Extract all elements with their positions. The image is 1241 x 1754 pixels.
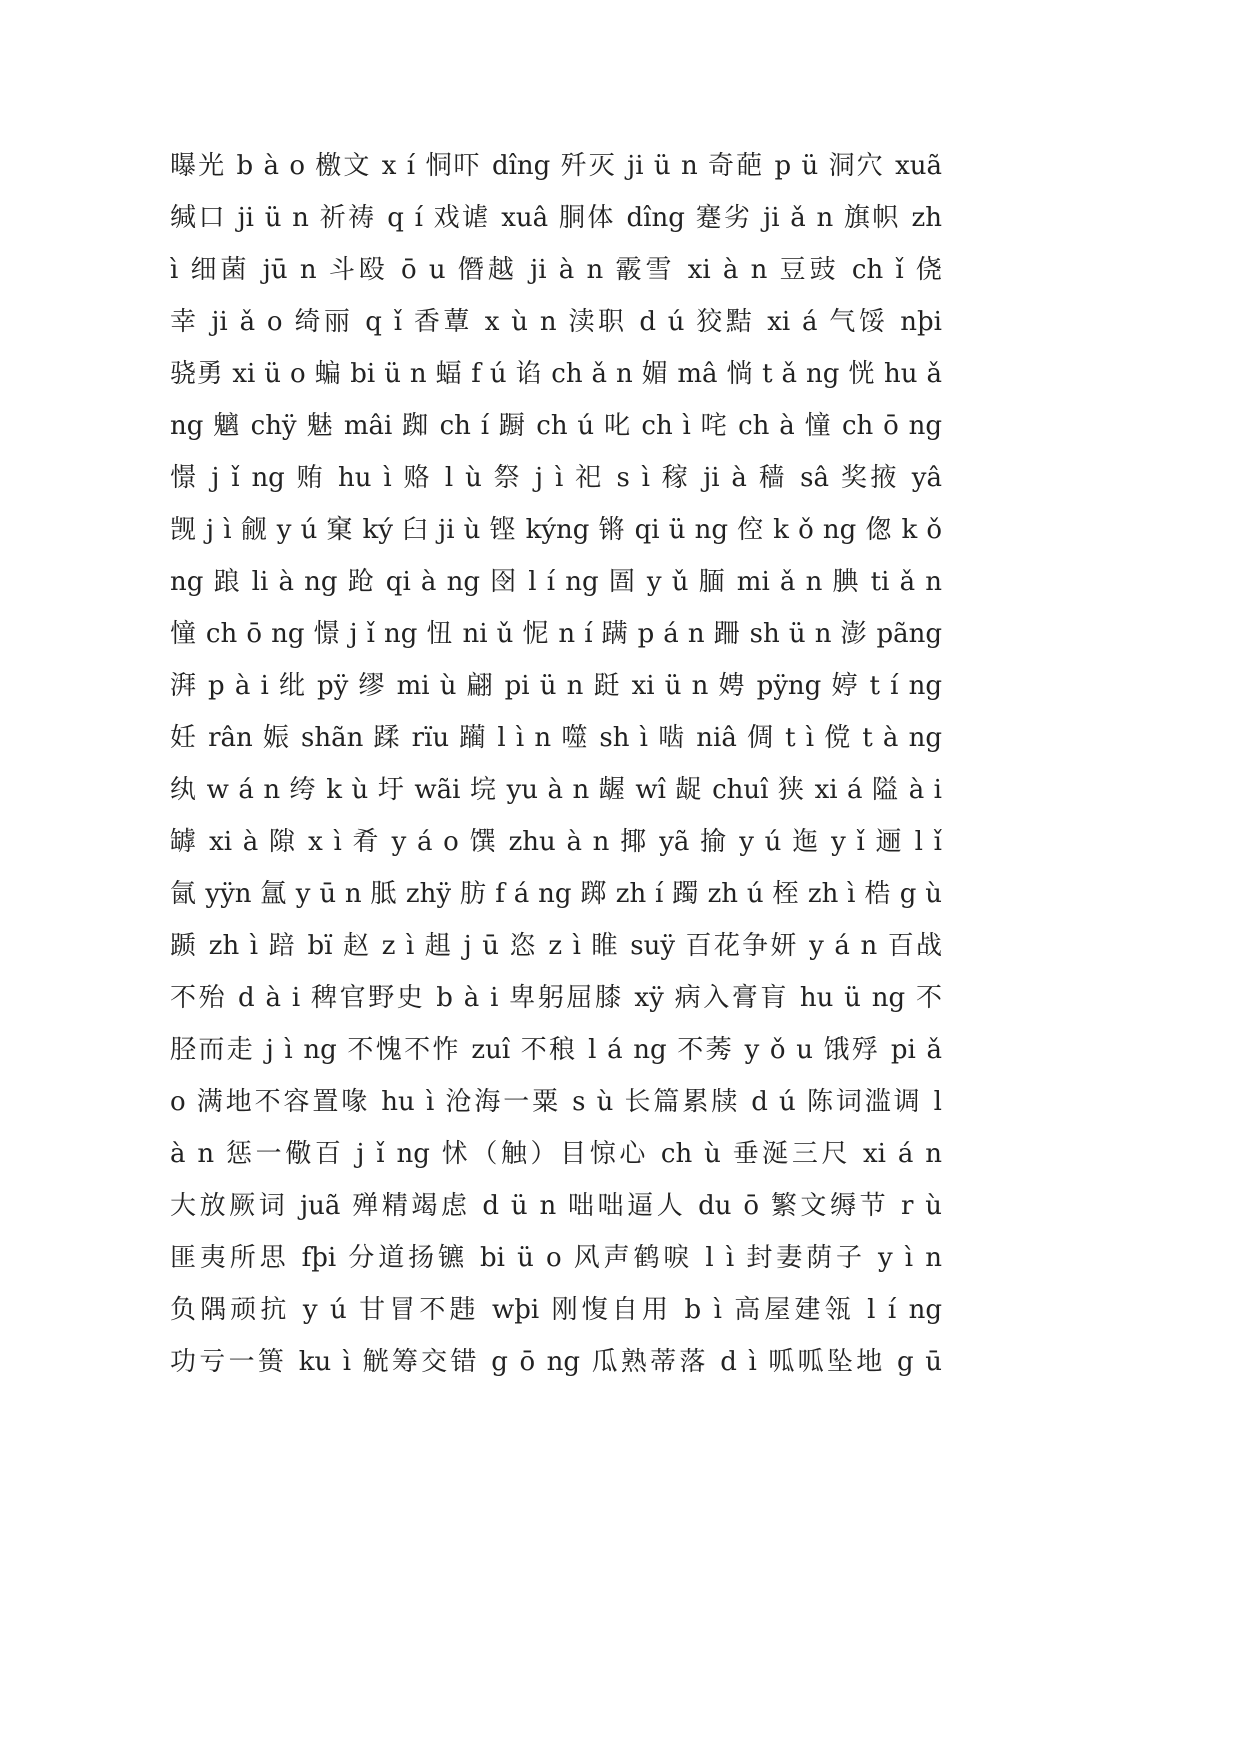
- pinyin-text-block: [170, 140, 942, 1388]
- text-line: 不殆 d à i 稗官野史 b à i 卑躬屈膝 xÿ 病入膏肓 hu ü ng 不: [170, 983, 942, 1013]
- text-line: ì 细菌 jū n 斗殴 ō u 僭越 ji à n 霰雪 xi à n 豆豉 ch ǐ 侥: [170, 255, 942, 285]
- text-line: 踬 zh ì 踣 bï 赵 z ì 趄 j ū 恣 z ì 睢 suÿ 百花争妍 y á n 百战: [170, 931, 942, 961]
- text-line: 氤 yÿn 氲 y ū n 胝 zhÿ 肪 f á ng 踯 zh í 躅 zh ú 桎 zh ì 梏 g ù: [170, 879, 942, 909]
- text-line: ng 魑 chÿ 魅 mâi 踟 ch í 蹰 ch ú 叱 ch ì 咤 ch à 憧 ch ō ng: [170, 411, 942, 441]
- text-line: 缄口 ji ü n 祈祷 q í 戏谑 xuâ 胴体 dîng 蹇劣 ji ǎ n 旗帜 zh: [170, 203, 942, 233]
- text-line: ng 踉 li à ng 跄 qi à ng 囹 l í ng 圄 y ǔ 腼 mi ǎ n 腆 ti ǎ n: [170, 567, 942, 597]
- text-line: 曝光 b à o 檄文 x í 恫吓 dîng 歼灭 ji ü n 奇葩 p ü 洞穴 xuã: [170, 151, 942, 181]
- text-line: 憬 j ǐ ng 贿 hu ì 赂 l ù 祭 j ì 祀 s ì 稼 ji à 穑 sâ 奖掖 yâ: [170, 463, 942, 493]
- text-line: 胫而走 j ì ng 不愧不怍 zuî 不稂 l á ng 不莠 y ǒ u 饿殍 pi ǎ: [170, 1035, 942, 1065]
- text-line: 骁勇 xi ü o 蝙 bi ü n 蝠 f ú 谄 ch ǎ n 媚 mâ 惝 t ǎ ng 恍 hu ǎ: [170, 359, 942, 389]
- text-line: 匪夷所思 fþi 分道扬镳 bi ü o 风声鹤唳 l ì 封妻荫子 y ì n: [170, 1243, 942, 1273]
- text-line: 功亏一篑 ku ì 觥筹交错 g ō ng 瓜熟蒂落 d ì 呱呱坠地 g ū: [170, 1347, 942, 1377]
- text-line: 纨 w á n 绔 k ù 圩 wãi 垸 yu à n 龌 wî 龊 chuî 狭 xi á 隘 à i: [170, 775, 942, 805]
- text-line: 罅 xi à 隙 x ì 肴 y á o 馔 zhu à n 揶 yã 揄 y ú 迤 y ǐ 逦 l ǐ: [170, 827, 942, 857]
- text-line: 憧 ch ō ng 憬 j ǐ ng 忸 ni ǔ 怩 n í 蹒 p á n 跚 sh ü n 澎 pãng: [170, 619, 942, 649]
- text-line: 大放厥词 juã 殚精竭虑 d ü n 咄咄逼人 du ō 繁文缛节 r ù: [170, 1191, 942, 1221]
- text-line: 妊 rân 娠 shãn 蹂 rïu 躏 l ì n 噬 sh ì 啮 niâ 倜 t ì 傥 t à ng: [170, 723, 942, 753]
- text-line: 湃 p à i 纰 pÿ 缪 mi ù 翩 pi ü n 跹 xi ü n 娉 pÿng 婷 t í ng: [170, 671, 942, 701]
- text-line: 负隅顽抗 y ú 甘冒不韪 wþi 刚愎自用 b ì 高屋建瓴 l í ng: [170, 1295, 942, 1325]
- text-line: 幸 ji ǎ o 绮丽 q ǐ 香蕈 x ù n 渎职 d ú 狡黠 xi á 气馁 nþi: [170, 307, 942, 337]
- text-line: 觊 j ì 觎 y ú 窠 ký 臼 ji ù 铿 kýng 锵 qi ü ng 倥 k ǒ ng 偬 k ǒ: [170, 515, 942, 545]
- text-line: à n 惩一儆百 j ǐ ng 怵（触）目惊心 ch ù 垂涎三尺 xi á n: [170, 1139, 942, 1169]
- text-line: o 满地不容置喙 hu ì 沧海一粟 s ù 长篇累牍 d ú 陈词滥调 l: [170, 1087, 942, 1117]
